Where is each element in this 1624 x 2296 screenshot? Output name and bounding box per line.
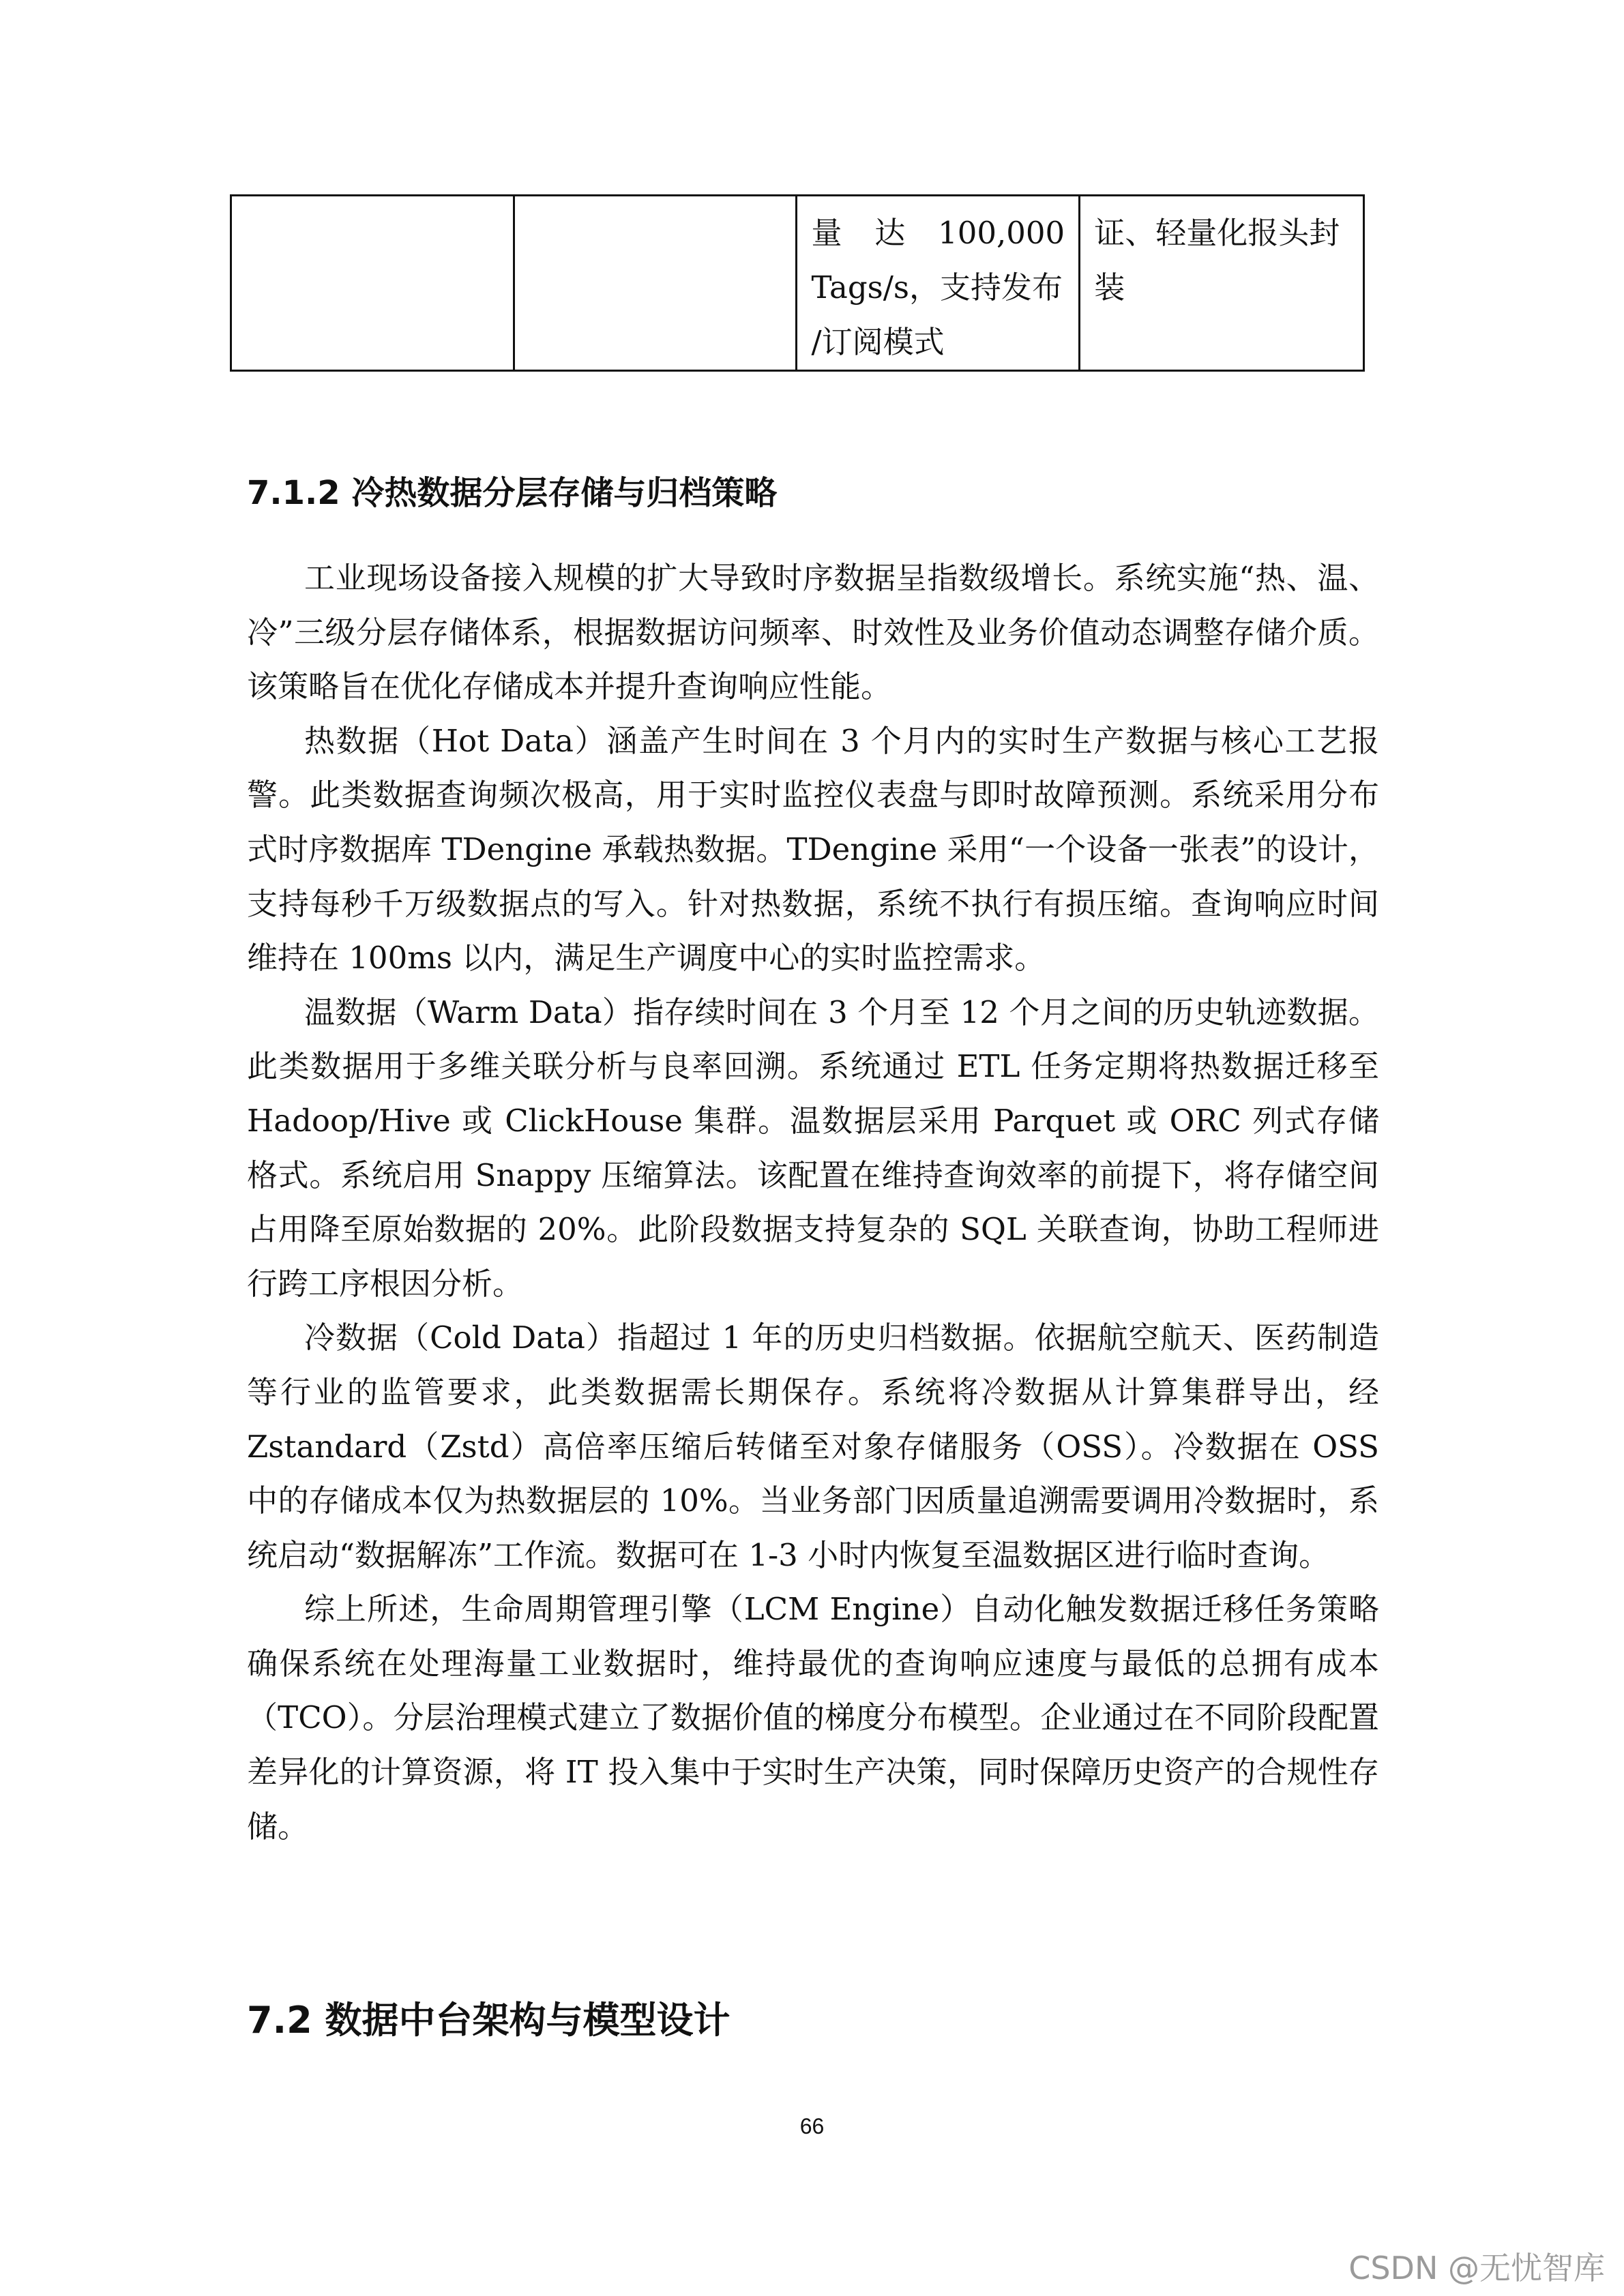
cell-line: 量 达 100,000 — [811, 215, 1065, 251]
table-row — [231, 196, 1364, 371]
section-body — [247, 551, 1379, 1853]
table-cell-throughput — [797, 196, 1080, 371]
cell-line: 证、轻量化报头封 — [1094, 215, 1340, 251]
paragraph-intro: 工业现场设备接入规模的扩大导致时序数据呈指数级增长。系统实施“热、温、冷”三级分层存储体系，根据数据访问频率、时效性及业务价值动态调整存储介质。该策略旨在优化存储成本并提升查询响应性能。 — [247, 560, 1379, 705]
cell-line: 装 — [1094, 269, 1125, 305]
table-continuation — [230, 194, 1365, 372]
table-cell-empty-1 — [231, 196, 514, 371]
page-number: 66 — [799, 2114, 825, 2138]
paragraph-summary: 综上所述，生命周期管理引擎（LCM Engine）自动化触发数据迁移任务策略确保系统在处理海量工业数据时，维持最优的查询响应速度与最低的总拥有成本（TCO）。分层治理模式建立了数据价值的梯度分布模型。企业通过在不同阶段配置差异化的计算资源，将 IT 投入集中于实时生产决策，同时保障历史资产的合规性存储。 — [247, 1591, 1379, 1845]
cell-line: /订阅模式 — [811, 324, 945, 360]
section-heading-7-2: 7.2 数据中台架构与模型设计 — [247, 1999, 730, 2042]
paragraph-cold-data: 冷数据（Cold Data）指超过 1 年的历史归档数据。依据航空航天、医药制造等行业的监管要求，此类数据需长期保存。系统将冷数据从计算集群导出，经 Zstandard（Zstd）高倍率压缩后转储至对象存储服务（OSS）。冷数据在 OSS 中的存储成本仅为热数据层的 10%。当业务部门因质量追溯需要调用冷数据时，系统启动“数据解冻”工作流。数据可在 1-3 小时内恢复至温数据区进行临时查询。 — [247, 1320, 1379, 1573]
paragraph-hot-data: 热数据（Hot Data）涵盖产生时间在 3 个月内的实时生产数据与核心工艺报警。此类数据查询频次极高，用于实时监控仪表盘与即时故障预测。系统采用分布式时序数据库 TDengine 承载热数据。TDengine 采用“一个设备一张表”的设计，支持每秒千万级数据点的写入。针对热数据，系统不执行有损压缩。查询响应时间维持在 100ms 以内，满足生产调度中心的实时监控需求。 — [247, 722, 1379, 976]
watermark: CSDN @无忧智库 — [1348, 2250, 1605, 2286]
paragraph-warm-data: 温数据（Warm Data）指存续时间在 3 个月至 12 个月之间的历史轨迹数据。此类数据用于多维关联分析与良率回溯。系统通过 ETL 任务定期将热数据迁移至 Hadoop/Hive 或 ClickHouse 集群。温数据层采用 Parquet 或 ORC 列式存储格式。系统启用 Snappy 压缩算法。该配置在维持查询效率的前提下，将存储空间占用降至原始数据的 20%。此阶段数据支持复杂的 SQL 关联查询，协助工程师进行跨工序根因分析。 — [247, 994, 1379, 1302]
cell-line: Tags/s，支持发布 — [811, 269, 1063, 305]
section-heading-7-1-2: 7.1.2 冷热数据分层存储与归档策略 — [247, 474, 778, 512]
table-cell-features — [1080, 196, 1364, 371]
table-cell-empty-2 — [514, 196, 797, 371]
